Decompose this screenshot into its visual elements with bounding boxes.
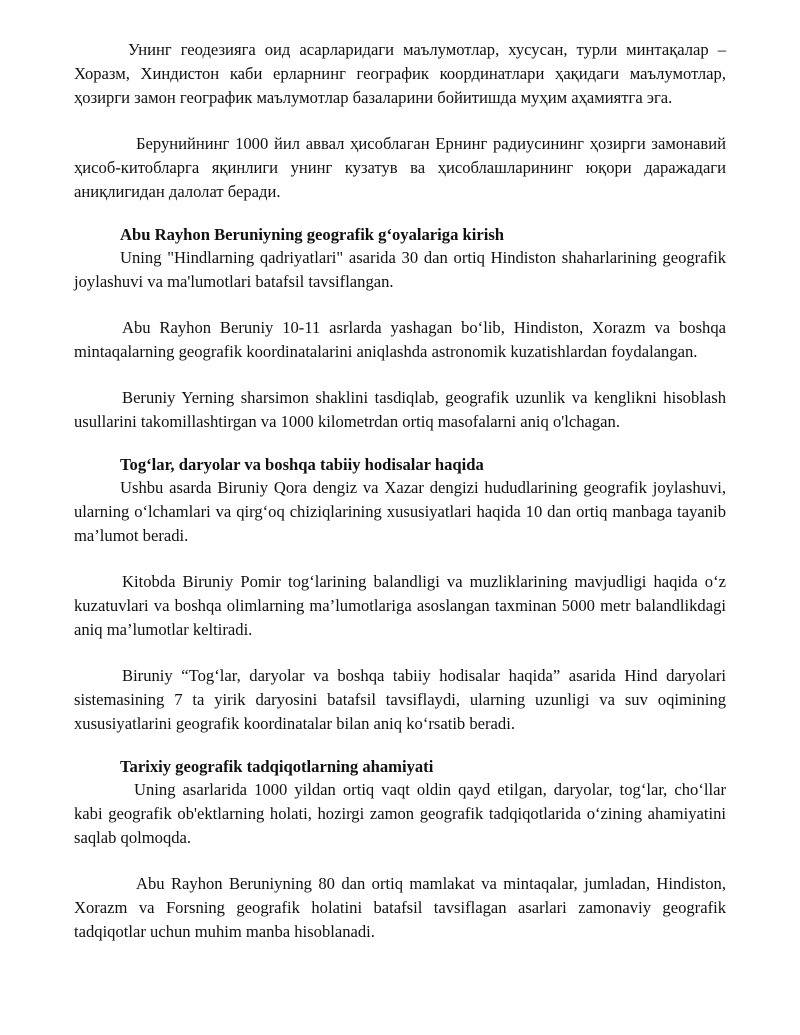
document-page [74, 38, 726, 944]
paragraph-historical-records: Uning asarlarida 1000 yildan ortiq vaqt oldin qayd etilgan, daryolar, tog‘lar, cho‘llar kabi geografik ob'ektlarning holati, hozirgi zamon geografik tadqiqotlarida o‘zining ahamiyatini saqlab qolmoqda. [74, 780, 726, 847]
paragraph-earth-radius: Берунийнинг 1000 йил аввал ҳисоблаган Ернинг радиусининг ҳозирги замонавий ҳисоб-китобларга яқинлиги унинг кузатув ва ҳисоблашларининг юқори даражадаги аниқлигидан далолат беради. [74, 134, 726, 201]
paragraph-spherical-earth: Beruniy Yerning sharsimon shaklini tasdiqlab, geografik uzunlik va kenglikni hisoblash usullarini takomillashtirgan va 1000 kilometrdan ortiq masofalarni aniq o'lchagan. [74, 388, 726, 431]
paragraph-80-countries: Abu Rayhon Beruniyning 80 dan ortiq mamlakat va mintaqalar, jumladan, Hindiston, Xorazm va Forsning geografik holatini batafsil tavsiflagan asarlari zamonaviy geografik tadqiqotlar uchun muhim manba hisoblanadi. [74, 874, 726, 941]
paragraph-hindlar-asar: Uning "Hindlarning qadriyatlari" asarida 30 dan ortiq Hindiston shaharlarining geografik joylashuvi va ma'lumotlari batafsil tavsiflangan. [74, 248, 726, 291]
section-heading-mountains-rivers: Tog‘lar, daryolar va boshqa tabiiy hodisalar haqida [120, 455, 484, 474]
paragraph-pamir: Kitobda Biruniy Pomir tog‘larining balandligi va muzliklarining mavjudligi haqida o‘z kuzatuvlari va boshqa olimlarning ma’lumotlariga asoslangan taxminan 5000 metr balandlikdagi aniq ma’lumotlar keltiradi. [74, 572, 726, 639]
paragraph-seas: Ushbu asarda Biruniy Qora dengiz va Xazar dengizi hududlarining geografik joylashuvi, ularning o‘lchamlari va qirg‘oq chiziqlarining xususiyatlari haqida 10 dan ortiq manbaga tayanib ma’lumot beradi. [74, 478, 726, 545]
section-heading-significance: Tarixiy geografik tadqiqotlarning ahamiyati [120, 757, 434, 776]
paragraph-geodesy-data: Унинг геодезияга оид асарларидаги маълумотлар, хусусан, турли минтақалар – Хоразм, Хиндистон каби ерларнинг географик координатлари ҳақидаги маълумотлар, ҳозирги замон географик маълумотлар базаларини бойитишда муҳим аҳамиятга эга. [74, 40, 726, 107]
paragraph-coordinates: Abu Rayhon Beruniy 10-11 asrlarda yashagan bo‘lib, Hindiston, Xorazm va boshqa mintaqalarning geografik koordinatalarini aniqlashda astronomik kuzatishlardan foydalangan. [74, 318, 726, 361]
paragraph-hind-rivers: Biruniy “Tog‘lar, daryolar va boshqa tabiiy hodisalar haqida” asarida Hind daryolari sistemasining 7 ta yirik daryosini batafsil tavsiflaydi, ularning uzunligi va suv oqimining xususiyatlarini geografik koordinatalar bilan aniq ko‘rsatib beradi. [74, 666, 726, 733]
section-heading-intro: Abu Rayhon Beruniyning geografik g‘oyalariga kirish [120, 225, 505, 244]
